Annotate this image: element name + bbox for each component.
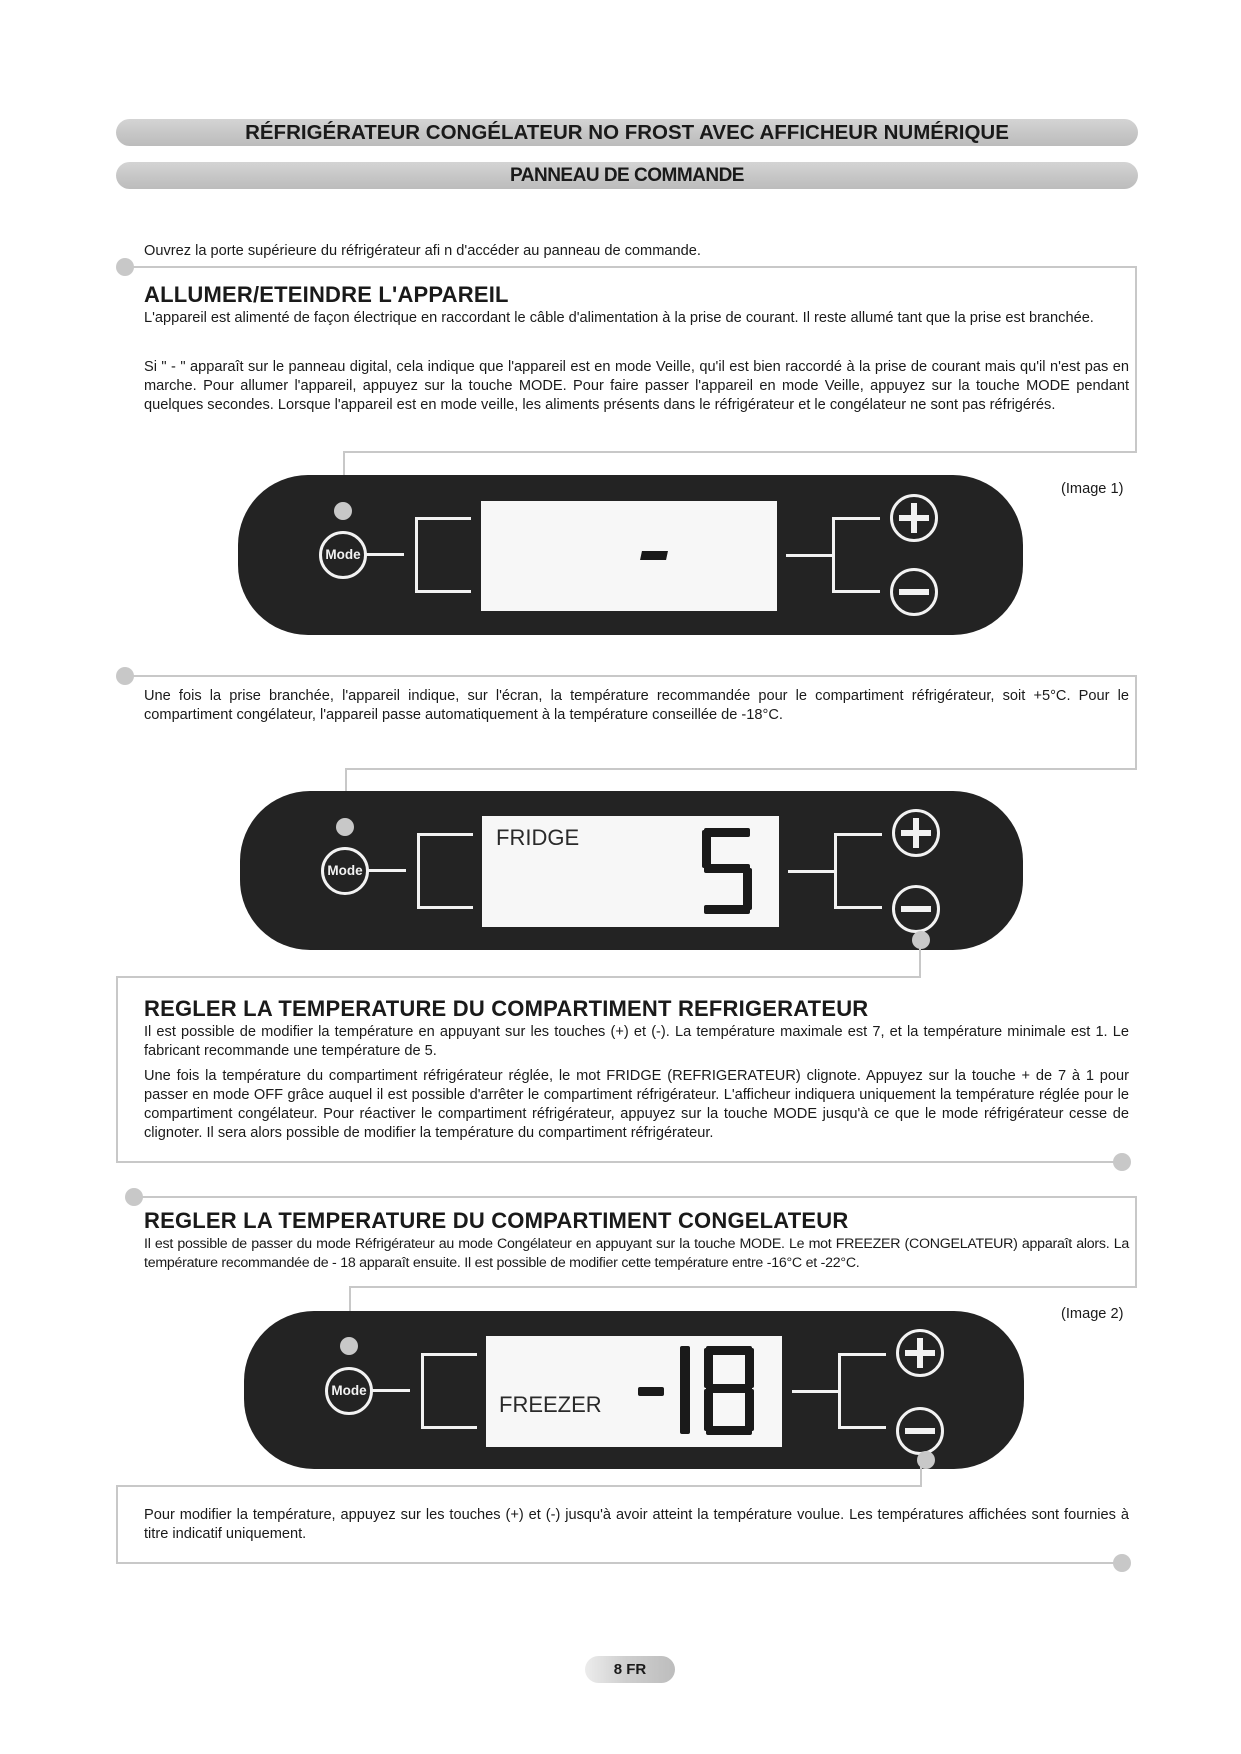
wire [834,833,882,836]
wire [838,1353,841,1429]
section3-heading: REGLER LA TEMPERATURE DU COMPARTIMENT CONGELATEUR [144,1208,849,1233]
mode-button-label: Mode [331,1383,367,1398]
connector-dot [1113,1153,1131,1171]
plus-icon [911,503,917,533]
frame-line [919,940,921,978]
section1-paragraph-2: Si " - " apparaît sur le panneau digital, cela indique que l'appareil est en mode Veille, qu'il est bien raccordé à la prise de courant mais qu'il n'est pas en marche. Pour allumer l'appareil, appuyez sur la touche MODE. Pour faire passer l'appareil en mode Veille, appuyez sur la touche MODE pendant quelques secondes. Lorsque l'appareil est en mode veille, les aliments présents dans le réfrigérateur et le congélateur ne sont pas réfrigérés. [144,359,1129,413]
frame-line [345,768,1137,770]
lcd-fridge-label: FRIDGE [496,825,580,850]
section1-paragraph-1: L'appareil est alimenté de façon électrique en raccordant le câble d'alimentation à la prise de courant. Il reste allumé tant que la prise est branchée. [144,310,1094,326]
final-paragraph: Pour modifier la température, appuyez sur les touches (+) et (-) jusqu'à avoir atteint la température voulue. Les températures affichées sont fournies à titre indicatif uniquement. [144,1507,1129,1542]
plus-button[interactable] [896,1329,944,1377]
connector-dot [334,502,352,520]
frame-line [116,1485,922,1487]
intro-text: Ouvrez la porte supérieure du réfrigérateur afi n d'accéder au panneau de commande. [144,243,701,259]
wire [832,590,880,593]
lcd-screen [486,1336,782,1447]
wire [838,1426,886,1429]
wire [786,554,832,557]
lcd-freezer-label: FREEZER [499,1392,602,1417]
lcd-screen [482,816,779,927]
image2-label: (Image 2) [1061,1306,1124,1322]
lcd-display-value [638,1342,768,1442]
wire [834,833,837,909]
page-number: 8 FR [585,1656,675,1683]
frame-line [116,1562,1122,1564]
control-panel-fridge [240,791,1023,950]
wire [792,1390,838,1393]
wire [366,869,406,872]
frame-line [1135,675,1137,770]
frame-line [116,976,118,1163]
frame-line [1135,1196,1137,1288]
wire [421,1353,424,1429]
minus-icon [899,589,929,595]
wire [417,906,473,909]
wire [364,553,404,556]
minus-icon [905,1428,935,1434]
frame-line [920,1460,922,1487]
wire [832,517,835,593]
frame-line [116,976,921,978]
wire [415,590,471,593]
frame-line [125,675,1137,677]
mode-button[interactable] [319,531,367,579]
mode-button[interactable] [325,1367,373,1415]
minus-button[interactable] [890,568,938,616]
lcd-display-value [698,824,758,920]
wire [832,517,880,520]
page-subtitle: PANNEAU DE COMMANDE [510,165,744,186]
wire [834,906,882,909]
lcd-display-value [640,551,668,560]
connector-dot [340,1337,358,1355]
connector-dot [1113,1554,1131,1572]
mode-button-label: Mode [327,863,363,878]
section2-paragraph-1: Il est possible de modifier la température en appuyant sur les touches (+) et (-). La température maximale est 7, et la température minimale est 1. Le fabricant recommande une température de 5. [144,1024,1129,1059]
wire [421,1426,477,1429]
wire [415,517,418,593]
wire [370,1389,410,1392]
wire [788,870,834,873]
wire [417,833,473,836]
control-panel-standby [238,475,1023,635]
wire [421,1353,477,1356]
section1-heading: ALLUMER/ETEINDRE L'APPAREIL [144,282,509,307]
frame-line [116,1161,1122,1163]
frame-line [125,266,1137,268]
plus-icon [913,818,919,848]
lcd-screen [481,501,777,611]
wire [417,833,420,909]
minus-icon [901,906,931,912]
frame-line [349,1286,1137,1288]
frame-line [134,1196,1137,1198]
header-title-banner [116,119,1138,146]
frame-line [1135,266,1137,453]
wire [838,1353,886,1356]
section2-paragraph-2: Une fois la température du compartiment réfrigérateur réglée, le mot FRIDGE (REFRIGERATEUR) clignote. Appuyez sur la touche + de 7 à 1 pour passer en mode OFF grâce auquel il est possible d'arrêter le compartiment réfrigérateur. L'afficheur indiquera uniquement la température réglée pour le compartiment congélateur. Pour réactiver le compartiment réfrigérateur, appuyez sur la touche MODE jusqu'à ce que le mode réfrigérateur cesse de clignoter. Il sera alors possible de modifier la température du compartiment réfrigérateur. [144,1068,1129,1141]
plus-icon [917,1338,923,1368]
wire [415,517,471,520]
minus-button[interactable] [892,885,940,933]
section2-heading: REGLER LA TEMPERATURE DU COMPARTIMENT REFRIGERATEUR [144,996,869,1021]
page-title: RÉFRIGÉRATEUR CONGÉLATEUR NO FROST AVEC AFFICHEUR NUMÉRIQUE [245,121,1009,144]
frame-line [116,1485,118,1564]
plus-button[interactable] [892,809,940,857]
plug-paragraph: Une fois la prise branchée, l'appareil indique, sur l'écran, la température recommandée pour le compartiment réfrigérateur, soit +5°C. Pour le compartiment congélateur, l'appareil passe automatiquement à la température conseillée de -18°C. [144,688,1129,723]
frame-line [343,451,1137,453]
section3-paragraph-1: Il est possible de passer du mode Réfrigérateur au mode Congélateur en appuyant sur la touche MODE. Le mot FREEZER (CONGELATEUR) apparaît alors. La température recommandée de - 18 apparaît ensuite. Il est possible de modifier cette température entre -16°C et -22°C. [144,1236,1129,1271]
image1-label: (Image 1) [1061,481,1124,497]
plus-button[interactable] [890,494,938,542]
connector-dot [912,931,930,949]
connector-dot [336,818,354,836]
mode-button-label: Mode [325,547,361,562]
mode-button[interactable] [321,847,369,895]
header-subtitle-banner [116,162,1138,189]
minus-button[interactable] [896,1407,944,1455]
control-panel-freezer [244,1311,1024,1469]
